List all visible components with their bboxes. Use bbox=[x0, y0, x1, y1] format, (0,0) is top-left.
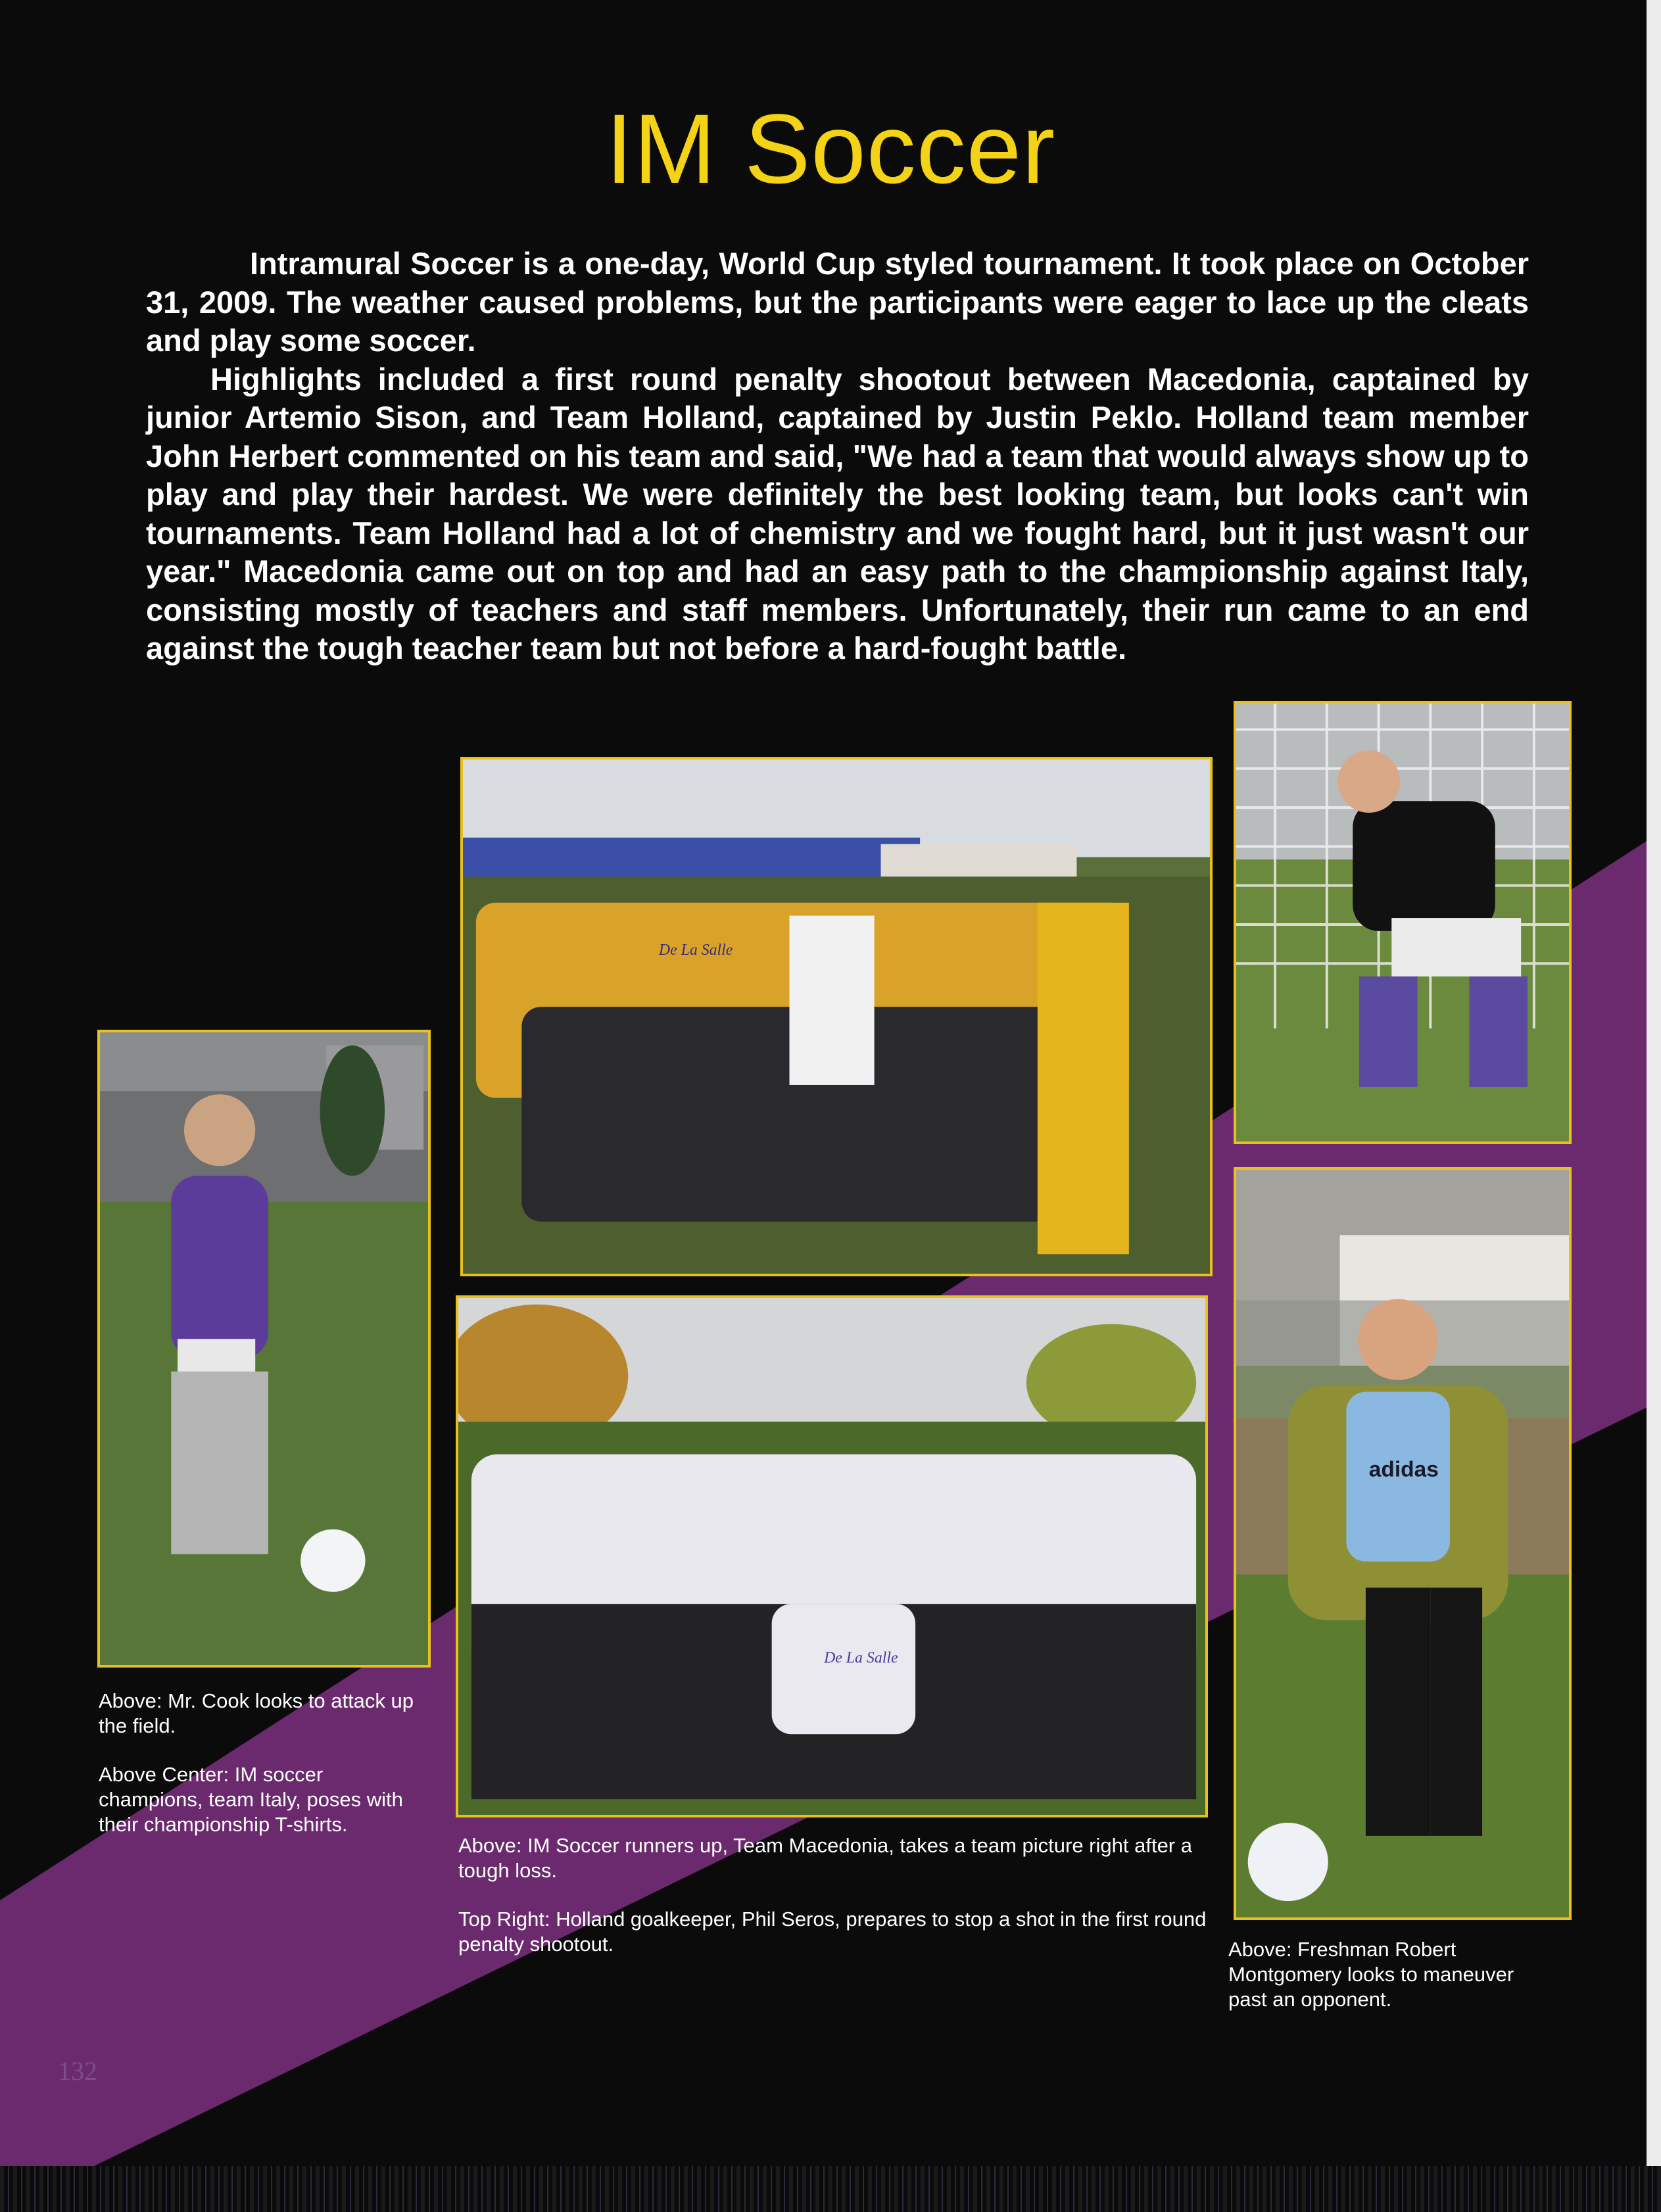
caption-left bbox=[99, 1689, 414, 1861]
montgomery-shirt-text: adidas bbox=[1368, 1457, 1439, 1482]
caption-team-macedonia: Above: IM Soccer runners up, Team Macedonia, takes a team picture right after a tough loss. bbox=[458, 1834, 1192, 1882]
caption-robert-montgomery: Above: Freshman Robert Montgomery looks to maneuver past an opponent. bbox=[1228, 1938, 1514, 2011]
caption-goalkeeper: Top Right: Holland goalkeeper, Phil Seros, prepares to stop a shot in the first round penalty shootout. bbox=[458, 1908, 1207, 1956]
article-paragraph-1: Intramural Soccer is a one-day, World Cup styled tournament. It took place on October 31, 2009. The weather caused problems, but the participants were eager to lace up the cleats and play some soccer. bbox=[146, 246, 1529, 358]
goalkeeper-image bbox=[1236, 704, 1569, 1142]
page-bottom-edge bbox=[0, 2166, 1661, 2212]
caption-team-italy: Above Center: IM soccer champions, team Italy, poses with their championship T-shirts. bbox=[99, 1763, 403, 1836]
photo-team-italy bbox=[460, 757, 1213, 1276]
team-macedonia-image bbox=[458, 1298, 1205, 1815]
page-edge bbox=[1647, 0, 1661, 2212]
page-title: IM Soccer bbox=[605, 93, 1056, 204]
mr-cook-image bbox=[100, 1032, 428, 1665]
team-italy-image bbox=[463, 759, 1210, 1274]
article-paragraph-2: Highlights included a first round penalty shootout between Macedonia, captained by junior Artemio Sison, and Team Holland, captained by Justin Peklo. Holland team member John Herbert commented on his team and said, "We had a team that would always show up to play and play their hardest. We were definitely the best looking team, but looks can't win tournaments. Team Holland had a lot of chemistry and we fought hard, but it just wasn't our year." Macedonia came out on top and had an easy path to the championship against Italy, consisting mostly of teachers and staff members. Unfortunately, their run came to an end against the tough teacher team but not before a hard-fought battle. bbox=[146, 361, 1529, 665]
photo-robert-montgomery bbox=[1234, 1167, 1572, 1920]
article-body bbox=[146, 245, 1529, 668]
page-number: 132 bbox=[58, 2056, 97, 2086]
photo-mr-cook bbox=[97, 1030, 431, 1668]
team-macedonia-shirt-text: De La Salle bbox=[824, 1649, 898, 1667]
caption-mr-cook: Above: Mr. Cook looks to attack up the field. bbox=[99, 1689, 414, 1737]
photo-team-macedonia bbox=[456, 1295, 1208, 1817]
caption-right bbox=[1228, 1937, 1544, 2036]
caption-center bbox=[458, 1833, 1234, 1981]
robert-montgomery-image bbox=[1236, 1170, 1569, 1917]
photo-goalkeeper bbox=[1234, 701, 1572, 1144]
team-italy-shirt-text: De La Salle bbox=[658, 941, 733, 959]
